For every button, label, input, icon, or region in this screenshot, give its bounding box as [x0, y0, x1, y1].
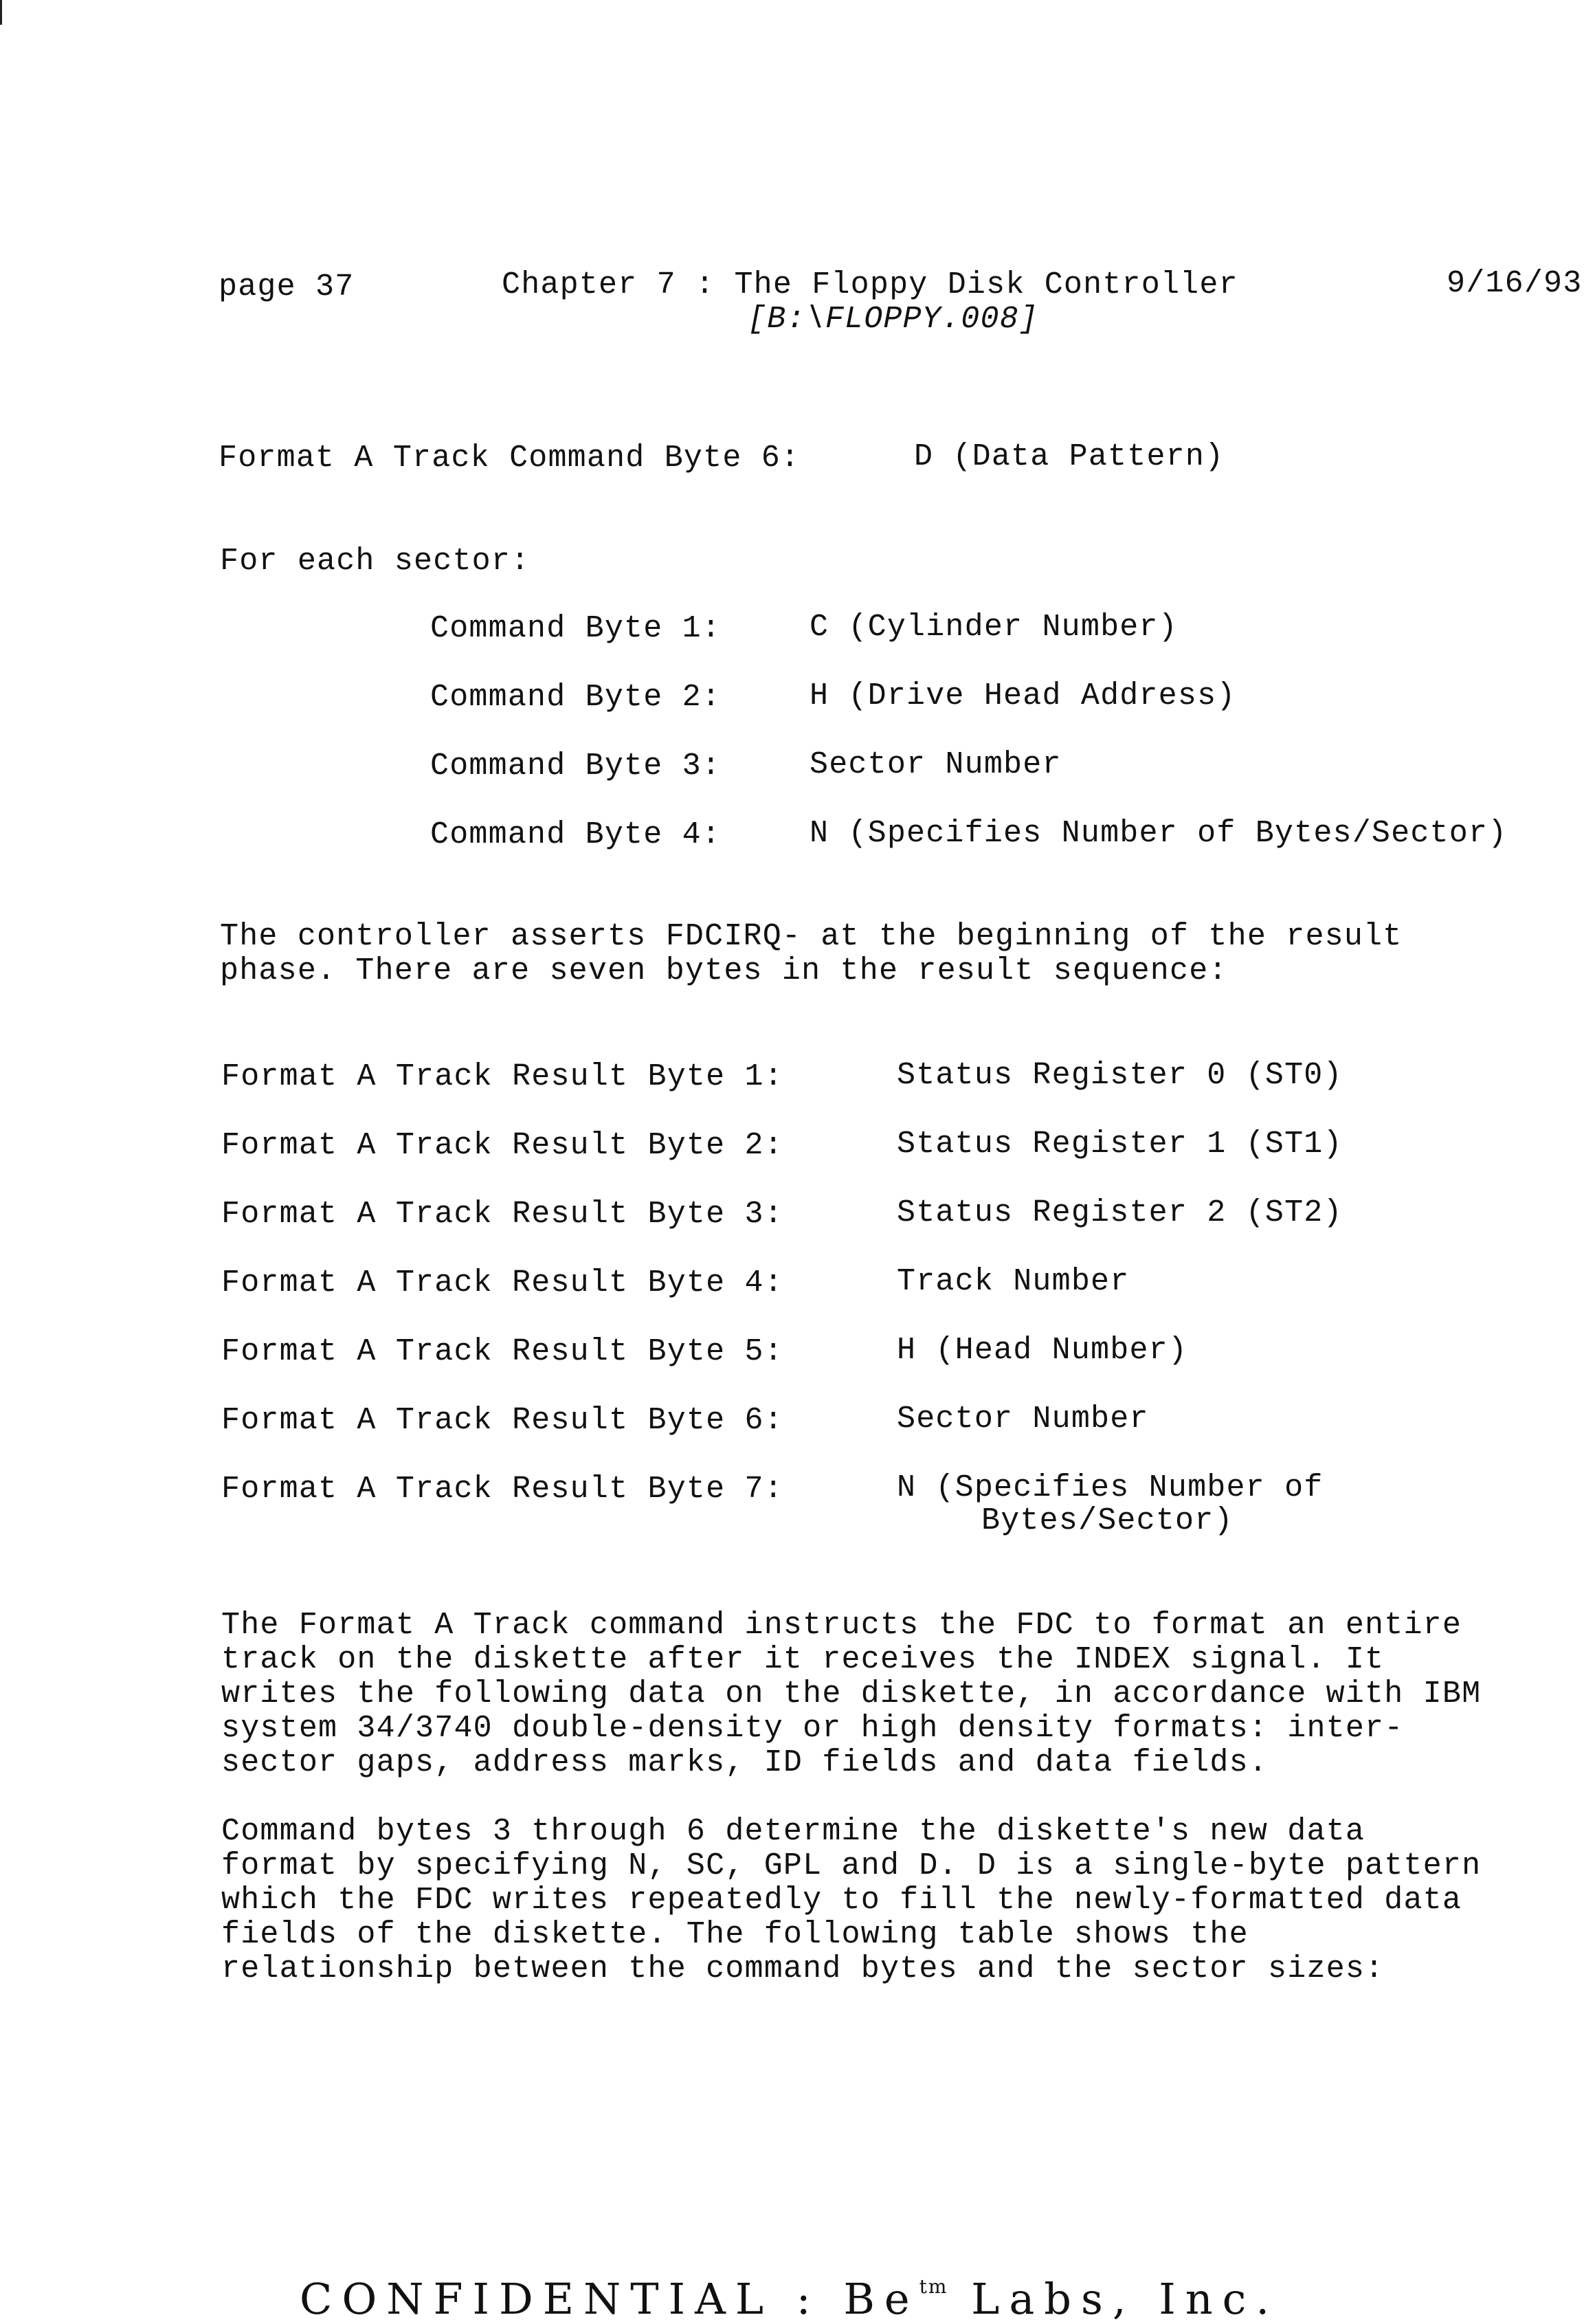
result-byte-value: N (Specifies Number of: [897, 1470, 1324, 1505]
result-intro-line: phase. There are seven bytes in the result sequence:: [220, 953, 1228, 988]
result-byte-value: Status Register 2 (ST2): [897, 1195, 1343, 1230]
header-chapter-title: Chapter 7 : The Floppy Disk Controller: [502, 267, 1238, 302]
result-byte-label: Format A Track Result Byte 5:: [221, 1334, 783, 1369]
result-byte-label: Format A Track Result Byte 7:: [221, 1472, 783, 1507]
paragraph1-line: system 34/3740 double-density or high density formats: inter-: [221, 1711, 1404, 1746]
result-byte-value-continuation: Bytes/Sector): [981, 1503, 1234, 1538]
result-byte-label: Format A Track Result Byte 2:: [221, 1128, 783, 1163]
format-byte6-label: Format A Track Command Byte 6:: [219, 441, 801, 476]
result-byte-value: H (Head Number): [897, 1333, 1188, 1368]
result-byte-value: Status Register 0 (ST0): [897, 1058, 1343, 1093]
sector-command-label: Command Byte 4:: [430, 817, 722, 852]
sector-command-label: Command Byte 3:: [430, 749, 722, 784]
header-page-number: page 37: [219, 269, 355, 305]
paragraph1-line: sector gaps, address marks, ID fields and data fields.: [221, 1745, 1269, 1780]
sector-command-label: Command Byte 2:: [430, 680, 722, 715]
paragraph2-line: which the FDC writes repeatedly to fill the newly-formatted data: [221, 1883, 1462, 1918]
paragraph2-line: fields of the diskette. The following table shows the: [221, 1917, 1249, 1952]
paragraph2-line: Command bytes 3 through 6 determine the diskette's new data: [221, 1814, 1365, 1849]
footer-company-be: Be: [843, 2274, 919, 2324]
result-byte-value: Status Register 1 (ST1): [897, 1127, 1343, 1162]
result-byte-label: Format A Track Result Byte 6:: [221, 1403, 783, 1438]
footer-separator: :: [796, 2274, 821, 2324]
paragraph1-line: The Format A Track command instructs the FDC to format an entire: [221, 1608, 1462, 1643]
footer-confidential: CONFIDENTIAL: [300, 2274, 774, 2324]
sector-command-value: N (Specifies Number of Bytes/Sector): [810, 816, 1508, 851]
sector-command-value: Sector Number: [810, 747, 1062, 782]
result-byte-value: Sector Number: [897, 1402, 1149, 1437]
result-byte-label: Format A Track Result Byte 3:: [221, 1197, 783, 1232]
result-byte-label: Format A Track Result Byte 1:: [221, 1059, 783, 1094]
paragraph2-line: format by specifying N, SC, GPL and D. D is a single-byte pattern: [221, 1848, 1482, 1883]
sector-command-label: Command Byte 1:: [430, 611, 722, 646]
scan-margin-mark: [0, 0, 2, 25]
result-byte-label: Format A Track Result Byte 4:: [221, 1265, 783, 1301]
format-byte6-value: D (Data Pattern): [914, 439, 1225, 474]
result-intro-line: The controller asserts FDCIRQ- at the beginning of the result: [220, 919, 1403, 954]
header-date: 9/16/93: [1447, 266, 1583, 301]
for-each-sector-intro: For each sector:: [220, 544, 531, 579]
footer-trademark: tm: [919, 2275, 948, 2298]
result-byte-value: Track Number: [897, 1264, 1130, 1299]
paragraph1-line: track on the diskette after it receives the INDEX signal. It: [221, 1642, 1385, 1677]
paragraph2-line: relationship between the command bytes and the sector sizes:: [221, 1951, 1385, 1987]
footer-company-rest: Labs, Inc.: [971, 2274, 1280, 2324]
sector-command-value: C (Cylinder Number): [810, 610, 1178, 645]
paragraph1-line: writes the following data on the diskette, in accordance with IBM: [221, 1676, 1482, 1712]
header-filename: [B:\FLOPPY.008]: [748, 302, 1039, 337]
sector-command-value: H (Drive Head Address): [810, 678, 1236, 713]
confidential-footer: [300, 2274, 1279, 2324]
